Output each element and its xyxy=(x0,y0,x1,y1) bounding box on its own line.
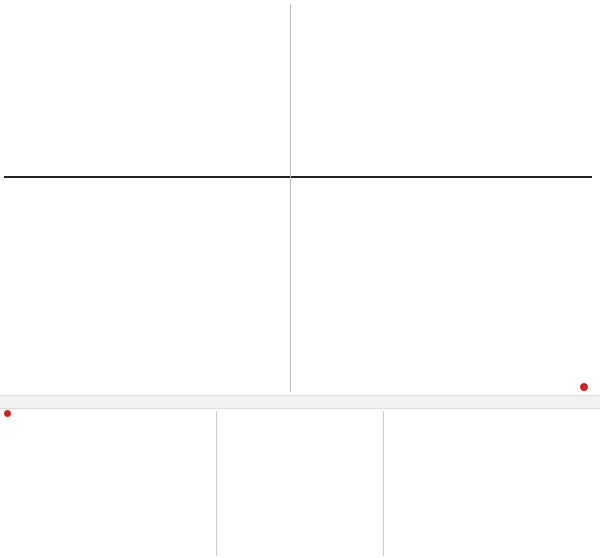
continuation-headline xyxy=(220,415,380,485)
continuation-column-right xyxy=(386,407,594,558)
red-dot-icon xyxy=(580,383,588,391)
from-page-label xyxy=(4,407,214,422)
continuation-clipping xyxy=(0,407,600,558)
continuation-column-middle xyxy=(220,407,380,558)
column-divider xyxy=(216,411,217,556)
column-divider xyxy=(290,4,291,392)
continuation-middle-text xyxy=(220,485,380,558)
red-dot-icon xyxy=(4,410,11,417)
article-column-left xyxy=(4,185,287,395)
article-column-right xyxy=(295,4,595,376)
article-headline xyxy=(4,4,287,139)
column-divider xyxy=(383,411,384,556)
continuation-column-left xyxy=(4,407,214,558)
continued-on-page xyxy=(580,380,592,393)
headline-box xyxy=(4,4,287,199)
